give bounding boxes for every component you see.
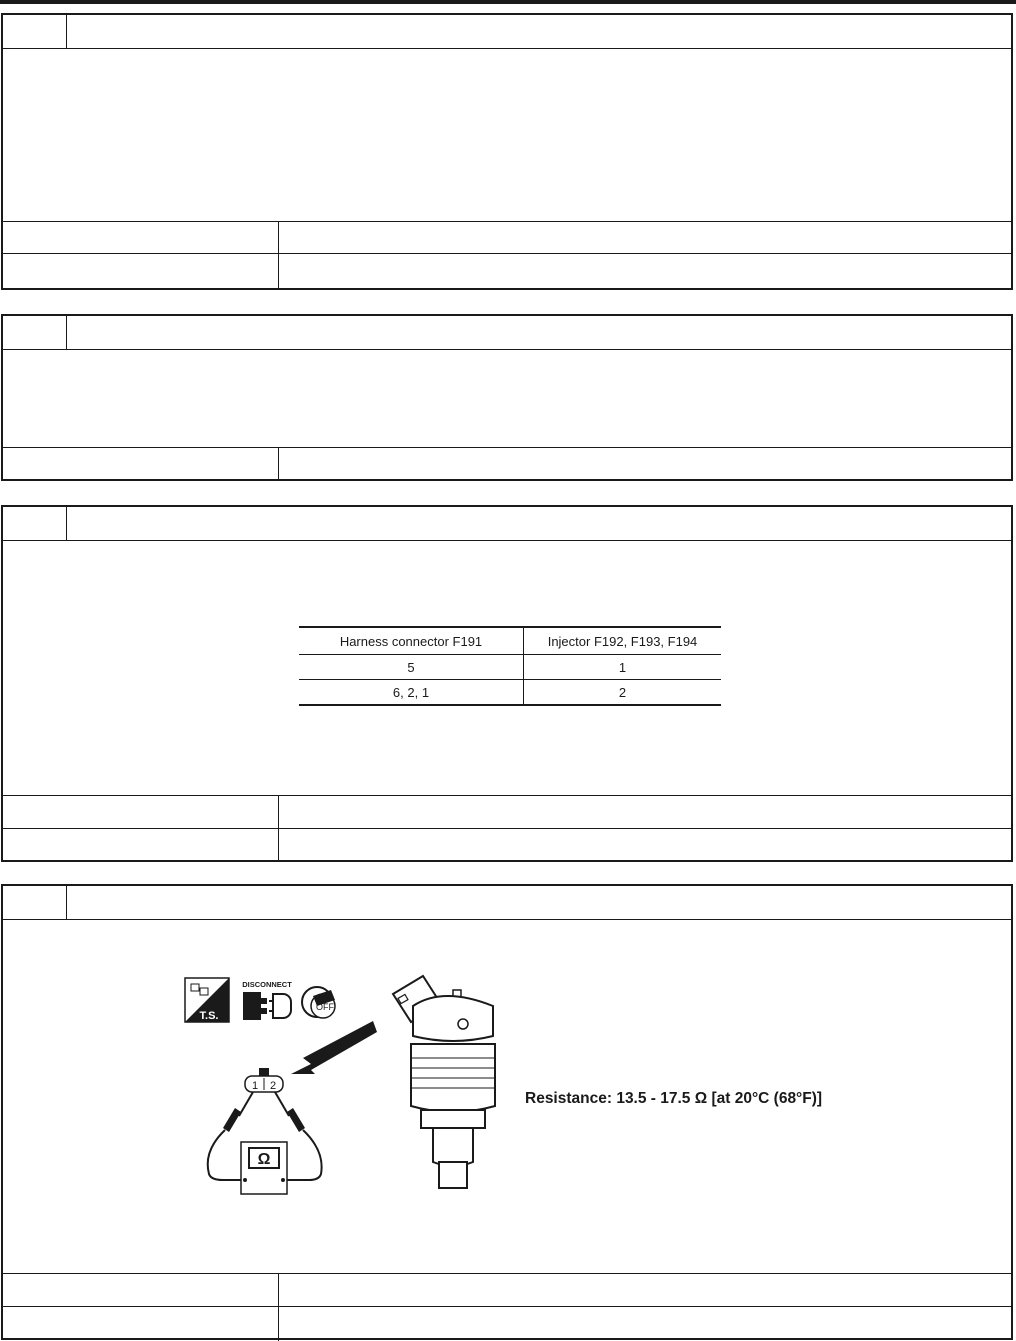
table-header-cell: Harness connector F191 [299, 627, 524, 655]
result-label-cell [3, 796, 279, 829]
table-header-cell: Injector F192, F193, F194 [524, 627, 722, 655]
page-top-rule [0, 0, 1016, 4]
disconnect-icon [242, 980, 292, 1020]
table-cell: 5 [299, 655, 524, 680]
arrow-icon [291, 1021, 377, 1074]
step-header [3, 507, 1011, 541]
step-box-4 [1, 884, 1013, 1340]
step-header [3, 15, 1011, 49]
table-row [299, 655, 721, 680]
step-number-cell [3, 15, 67, 48]
ohmmeter-icon [241, 1142, 287, 1194]
result-row [3, 828, 1011, 861]
result-row [3, 1273, 1011, 1307]
table-cell: 2 [524, 680, 722, 706]
result-label-cell [3, 448, 279, 480]
table-header-row [299, 627, 721, 655]
result-row [3, 447, 1011, 480]
terminal-side-icon [185, 978, 229, 1022]
result-row [3, 253, 1011, 289]
injector-icon [393, 976, 495, 1188]
result-label-cell [3, 254, 279, 289]
step-number-cell [3, 316, 67, 349]
terminal-2-label: 2 [269, 1080, 277, 1092]
table-cell: 1 [524, 655, 722, 680]
step-number-cell [3, 886, 67, 919]
table-cell: 6, 2, 1 [299, 680, 524, 706]
result-label-cell [3, 829, 279, 861]
result-label-cell [3, 222, 279, 254]
injector-resistance-illustration [163, 966, 533, 1198]
ts-label: T.S. [199, 1010, 219, 1022]
terminal-1-label: 1 [251, 1080, 259, 1092]
result-row [3, 1306, 1011, 1341]
step-box-2 [1, 314, 1013, 481]
step-box-1 [1, 13, 1013, 290]
ignition-off-label: OFF [316, 1002, 334, 1012]
step-box-3 [1, 505, 1013, 862]
resistance-spec: Resistance: 13.5 - 17.5 Ω [at 20°C (68°F)] [525, 1090, 823, 1107]
table-row [299, 680, 721, 706]
step-header [3, 316, 1011, 350]
step-number-cell [3, 507, 67, 540]
result-label-cell [3, 1274, 279, 1307]
disconnect-label: DISCONNECT [242, 980, 292, 989]
result-row [3, 795, 1011, 829]
connector-face-icon [245, 1068, 283, 1092]
connector-table [299, 626, 721, 706]
ignition-off-icon [302, 987, 335, 1018]
step-header [3, 886, 1011, 920]
result-row [3, 221, 1011, 254]
ohm-symbol: Ω [257, 1151, 271, 1168]
result-label-cell [3, 1307, 279, 1341]
